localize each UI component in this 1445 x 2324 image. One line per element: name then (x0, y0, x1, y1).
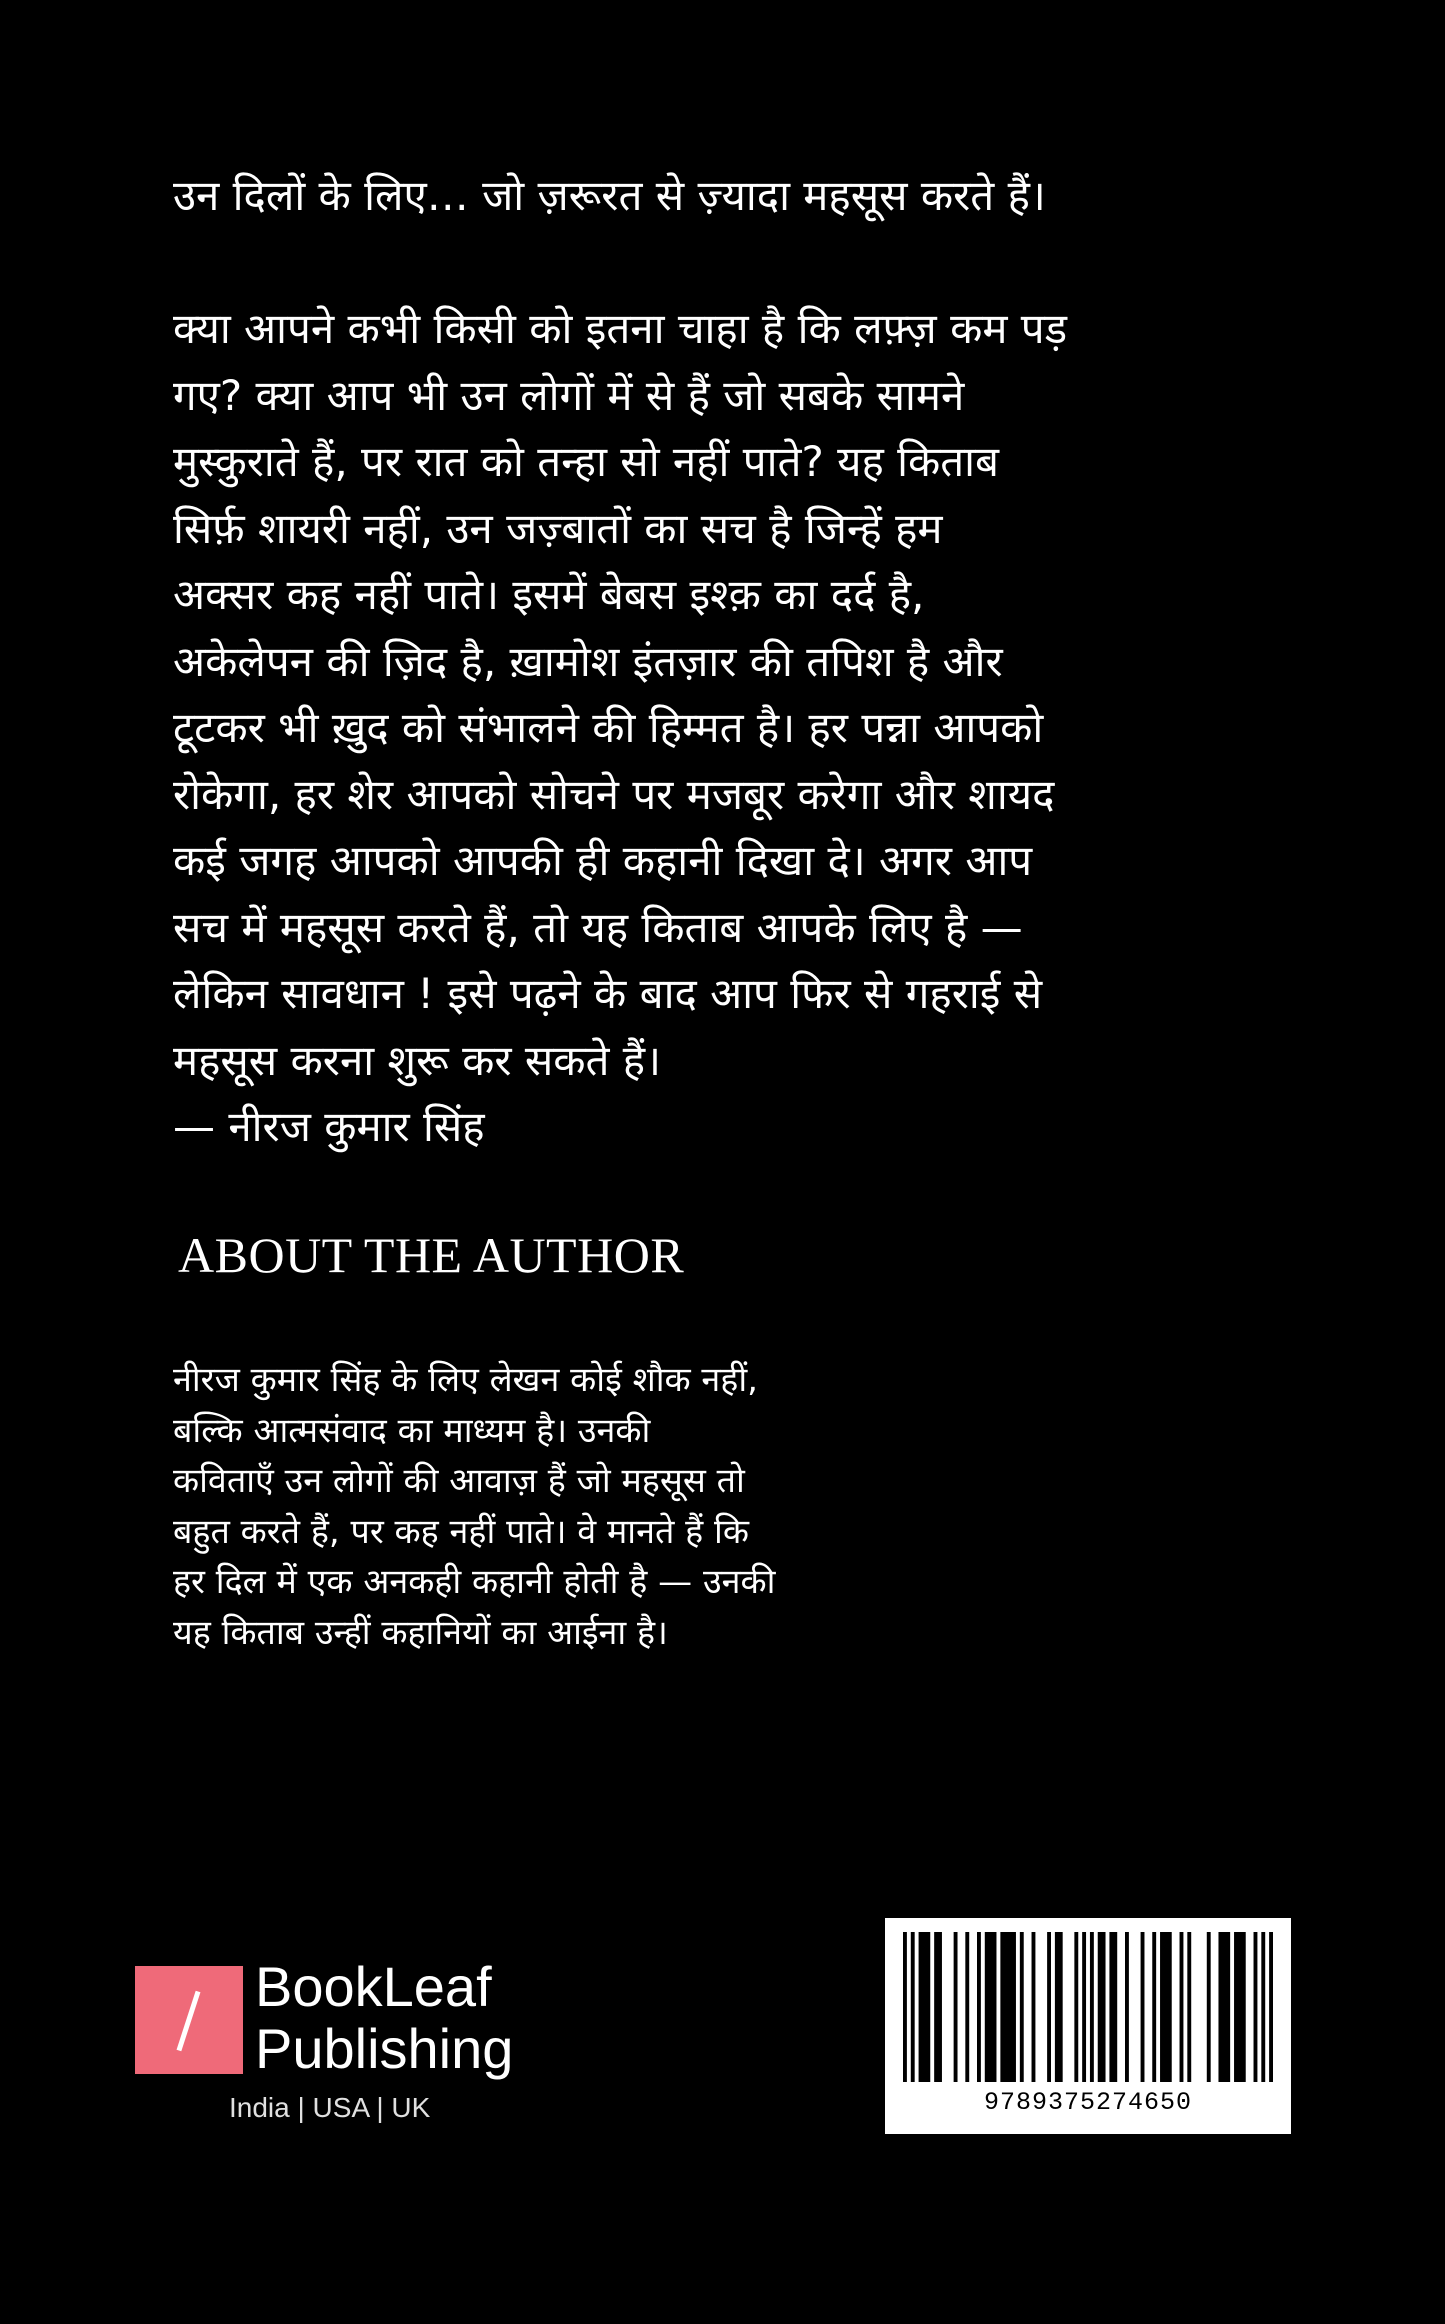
barcode-bar (1207, 1932, 1211, 2082)
blurb-signature: — नीरज कुमार सिंह (173, 1102, 485, 1151)
barcode-bar (1254, 1932, 1258, 2082)
barcode-bar (1047, 1932, 1051, 2082)
blurb-line: टूटकर भी ख़ुद को संभालने की हिम्मत है। हर पन्ना आपको (173, 703, 1044, 752)
blurb-line: अक्सर कह नहीं पाते। इसमें बेबस इश्क़ का दर्द है, (173, 570, 925, 619)
about-line: नीरज कुमार सिंह के लिए लेखन कोई शौक नहीं, (173, 1360, 758, 1400)
barcode-bar (1074, 1932, 1078, 2082)
barcode-bar (903, 1932, 907, 2082)
blurb-line: सिर्फ़ शायरी नहीं, उन जज़्बातों का सच है जिन्हें हम (173, 503, 943, 553)
barcode-bar (1098, 1932, 1106, 2082)
barcode-bar (1218, 1932, 1230, 2082)
barcode-bar (1055, 1932, 1063, 2082)
barcode-bar (1000, 1932, 1016, 2082)
barcode-bar (1032, 1932, 1036, 2082)
about-line: कविताएँ उन लोगों की आवाज़ हैं जो महसूस तो (173, 1461, 745, 1501)
blurb-line: महसूस करना शुरू कर सकते हैं। (173, 1035, 662, 1085)
about-author-heading: ABOUT THE AUTHOR (178, 1227, 685, 1283)
about-author-text (173, 1355, 893, 1658)
blurb-line: मुस्कुराते हैं, पर रात को तन्हा सो नहीं पाते? यह किताब (173, 437, 1000, 486)
barcode-bar (1125, 1932, 1129, 2082)
barcode-bar (985, 1932, 997, 2082)
blurb-line: कई जगह आपको आपकी ही कहानी दिखा दे। अगर आप (173, 836, 1033, 885)
barcode-bar (1109, 1932, 1117, 2082)
blurb-line: क्या आपने कभी किसी को इतना चाहा है कि लफ़्ज़ कम पड़ (173, 304, 1068, 353)
barcode-bar (977, 1932, 981, 2082)
barcode-bar (911, 1932, 915, 2082)
publisher-name (255, 1956, 513, 2080)
publisher-logo (135, 1955, 555, 2132)
barcode-bar (1187, 1932, 1191, 2082)
publisher-name-line2: Publishing (255, 2017, 514, 2080)
barcode-bar (1082, 1932, 1086, 2082)
barcode-bar (1261, 1932, 1265, 2082)
blurb (173, 296, 1253, 1161)
isbn-number: 9789375274650 (983, 2088, 1193, 2117)
slash-logo-icon (135, 1966, 243, 2074)
barcode-bar (1152, 1932, 1156, 2082)
barcode-bar (1234, 1932, 1246, 2082)
barcode-bar (1020, 1932, 1024, 2082)
barcode-bar (1180, 1932, 1184, 2082)
about-line: यह किताब उन्हीं कहानियों का आईना है। (173, 1612, 668, 1653)
isbn-barcode (885, 1918, 1291, 2134)
about-line: बहुत करते हैं, पर कह नहीं पाते। वे मानते हैं कि (173, 1511, 749, 1552)
blurb-line: रोकेगा, हर शेर आपको सोचने पर मजबूर करेगा और शायद (173, 769, 1055, 819)
barcode-bar (965, 1932, 969, 2082)
barcode-bar (954, 1932, 958, 2082)
barcode-bar (934, 1932, 942, 2082)
about-line: बल्कि आत्मसंवाद का माध्यम है। उनकी (173, 1410, 651, 1451)
barcode-bar (1141, 1932, 1145, 2082)
publisher-name-line1: BookLeaf (255, 1955, 492, 2018)
barcode-bar (919, 1932, 931, 2082)
blurb-line: सच में महसूस करते हैं, तो यह किताब आपके लिए है — (173, 902, 1023, 952)
publisher-regions: India | USA | UK (229, 2092, 431, 2123)
blurb-line: गए? क्या आप भी उन लोगों में से हैं जो सबके सामने (173, 370, 965, 420)
blurb-line: अकेलेपन की ज़िद है, ख़ामोश इंतज़ार की तपिश है और (173, 636, 1003, 686)
tagline: उन दिलों के लिए… जो ज़रूरत से ज़्यादा महसूस करते हैं। (173, 171, 1046, 220)
barcode-bar (1160, 1932, 1172, 2082)
barcode-bar (1090, 1932, 1094, 2082)
blurb-line: लेकिन सावधान ! इसे पढ़ने के बाद आप फिर से गहराई से (173, 969, 1043, 1018)
about-line: हर दिल में एक अनकही कहानी होती है — उनकी (173, 1562, 776, 1602)
barcode-bar (1269, 1932, 1273, 2082)
